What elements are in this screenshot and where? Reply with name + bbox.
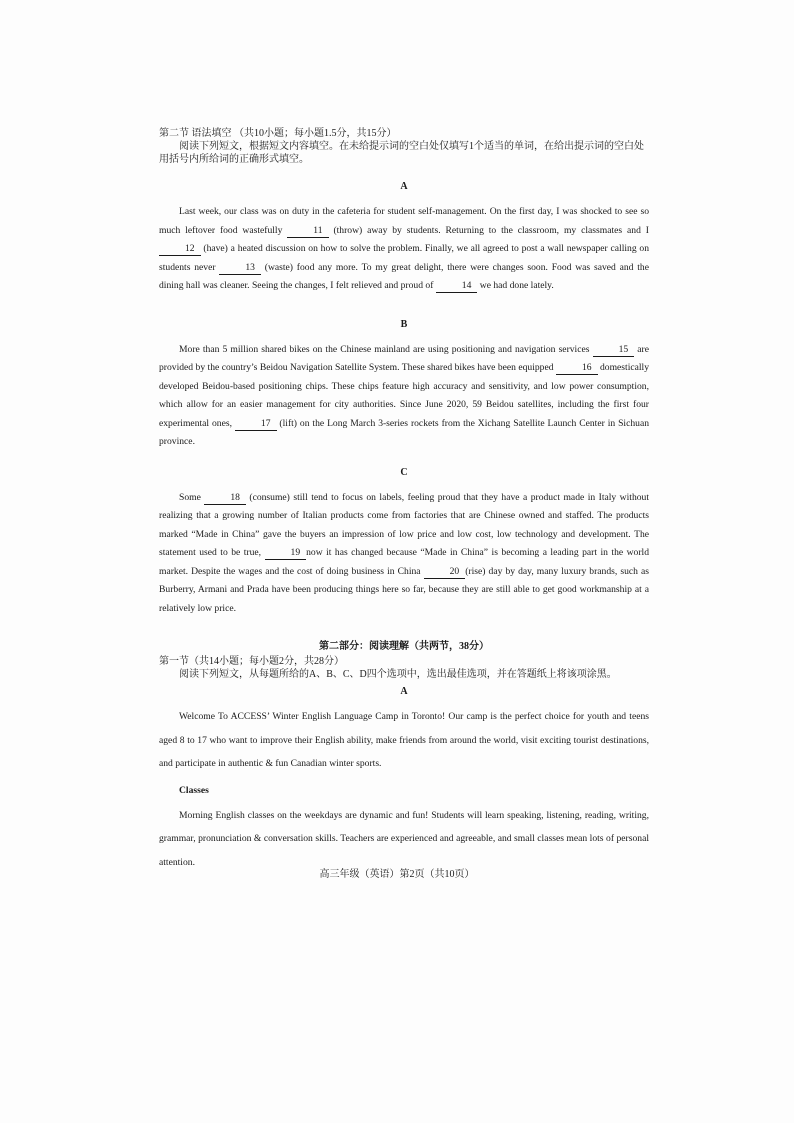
blank-19: 19 — [265, 547, 307, 560]
blank-11: 11 — [287, 225, 328, 238]
text-segment: (consume) still tend to focus on labels, feeling proud that they have a product made in Italy without realizing that a growing number of Italian products come from factories that are Chinese owned and staffed. The products marked “Made in China” gave the buyers an impression of low price and low cost, low technology and development. The statement used to be true, — [159, 491, 649, 558]
reading-a-intro: Welcome To ACCESS’ Winter English Language Camp in Toronto! Our camp is the perfect choice for youth and teens aged 8 to 17 who want to improve their English ability, make friends from around the world, visit exciting tourist destinations, and participate in authentic & fun Canadian winter sports. — [159, 711, 649, 769]
blank-17: 17 — [235, 418, 277, 431]
blank-18: 18 — [204, 492, 246, 505]
passage-c-letter: C — [400, 466, 408, 478]
blank-16: 16 — [556, 362, 598, 375]
section2-heading: 第二节 语法填空 （共10小题；每小题1.5分，共15分） — [159, 128, 397, 139]
text-segment: (waste) food any more. To my great delight, there were changes soon. Food was saved and the dining hall was cleaner. Seeing the changes, I felt relieved and proud of — [159, 261, 649, 291]
text-segment: are provided by the country’s Beidou Navigation Satellite System. These shared bikes have been equipped — [159, 343, 649, 373]
passage-a-letter: A — [400, 181, 408, 192]
reading-a-letter: A — [400, 686, 408, 697]
passage-a-text — [159, 203, 649, 296]
passage-b-letter: B — [400, 318, 408, 330]
page-footer: 高三年级（英语）第2页（共10页） — [319, 869, 475, 880]
text-segment: now it has changed because “Made in China” is becoming a leading part in the world market. Despite the wages and the cost of doing business in China — [159, 547, 649, 577]
text-segment: Some — [179, 491, 205, 503]
text-segment: (lift) on the Long March 3-series rockets from the Xichang Satellite Launch Center in Sichuan province. — [159, 417, 650, 447]
passage-c-text — [159, 489, 649, 619]
text-segment: (throw) away by students. Returning to the classroom, my classmates and I — [328, 224, 649, 236]
part2-instruction: 阅读下列短文，从每题所给的A、B、C、D四个选项中，选出最佳选项，并在答题纸上将该项涂黑。 — [179, 669, 617, 680]
text-segment: Last week, our class was on duty in the cafeteria for student self-management. On the first day, I was shocked to see so much leftover food wastefully — [159, 206, 649, 236]
blank-13: 13 — [219, 262, 261, 275]
page-content — [159, 127, 649, 874]
text-segment: (have) a heated discussion on how to solve the problem. Finally, we all agreed to post a wall newspaper calling on students never — [159, 243, 649, 273]
part2-section1-heading: 第一节（共14小题；每小题2分，共28分） — [159, 656, 344, 667]
classes-text: Morning English classes on the weekdays are dynamic and fun! Students will learn speaking, listening, reading, writing, grammar, pronunciation & conversation skills. Teachers are experienced and agreeable, and small classes mean lots of personal attention. — [159, 809, 649, 868]
text-segment: (rise) day by day, many luxury brands, such as Burberry, Armani and Prada have been producing things here so far, because they are still able to get good workmanship at a relatively low price. — [159, 565, 649, 614]
passage-b-text — [159, 341, 649, 452]
blank-15: 15 — [593, 344, 635, 357]
blank-12: 12 — [159, 243, 201, 256]
blank-20: 20 — [424, 566, 466, 579]
text-segment: domestically developed Beidou-based positioning chips. These chips feature high accuracy and sensitivity, and low power consumption, which allow for an easier management for city authorities. Since June 2020, 59 Beidou satellites, including the first four experimental ones, — [159, 362, 649, 429]
part2-title: 第二部分：阅读理解（共两节，38分） — [319, 641, 489, 652]
text-segment: we had done lately. — [477, 280, 554, 291]
text-segment: More than 5 million shared bikes on the Chinese mainland are using positioning and navigation services — [179, 343, 593, 355]
blank-14: 14 — [436, 280, 478, 293]
section2-instruction: 阅读下列短文，根据短文内容填空。在未给提示词的空白处仅填写1个适当的单词，在给出提示词的空白处用括号内所给词的正确形式填空。 — [159, 141, 644, 165]
classes-heading: Classes — [179, 784, 209, 796]
